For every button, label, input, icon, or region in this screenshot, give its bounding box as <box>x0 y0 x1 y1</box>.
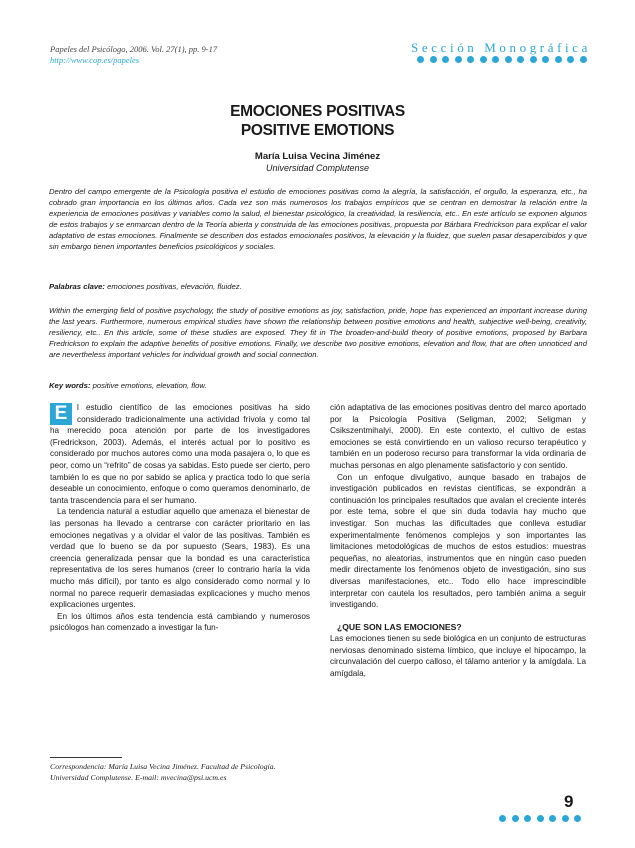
keywords-spanish <box>49 281 587 292</box>
dot-icon <box>417 56 424 63</box>
dot-icon <box>549 815 556 822</box>
keywords-text: emociones positivas, elevación, fluidez. <box>107 282 242 291</box>
dot-icon <box>574 815 581 822</box>
paragraph: La tendencia natural a estudiar aquello que amenaza el bienestar de las personas ha llevado a centrarse con carácter prioritario en las emociones negativas y a olvidar el valor de las positivas. También es verdad que lo bueno se da por supuesto (Sears, 1983). Es una creencia generalizada pensar que la bondad es una característica representativa de los seres humanos (creer lo contrario haría la vida mucho más difícil), por tanto es algo considerado como normal y lo normal no parece requerir demasiadas explicaciones y mucho menos explicaciones urgentes. <box>50 507 310 610</box>
journal-citation <box>50 44 217 66</box>
paragraph: ción adaptativa de las emociones positivas dentro del marco aportado por la Psicología Positiva (Seligman, 2002; Seligman y Csikszentmihalyi, 2000). En este contexto, el cultivo de estas emociones se está convirtiendo en un valioso recurso terapéutico y también en un poderoso recurso para transformar la vida ordinaria de muchas personas en algo plenamente satisfactorio y con sentido. <box>330 403 586 470</box>
body-column-left <box>50 402 310 634</box>
dot-icon <box>542 56 549 63</box>
abstract-spanish: Dentro del campo emergente de la Psicología positiva el estudio de emociones positivas como la alegría, la satisfacción, el orgullo, la esperanza, etc., ha cobrado gran importancia en los últimos años. Cada vez son más numerosos los trabajos empíricos que se centran en demostrar la relación entre la experiencia de emociones positivas y variables como la salud, el bienestar psicológico, la creatividad, la resiliencia, etc.. En este artículo se exponen algunos de estos trabajos y se enmarcan dentro de la Teoría abierta y construida de las emociones positivas, propuesta por Bárbara Fredrickson para explicar el valor adaptativo de estas emociones. Finalmente se describen dos estados emocionales positivos, la elevación y la fluidez, que suelen pasar desapercibidos y que sin embargo tienen importantes beneficios psicológicos y sociales. <box>49 187 587 252</box>
dot-icon <box>442 56 449 63</box>
dot-icon <box>567 56 574 63</box>
footer-dots-decoration <box>499 815 581 822</box>
dot-icon <box>505 56 512 63</box>
author-name: María Luisa Vecina Jiménez <box>254 151 381 162</box>
keywords-text: positive emotions, elevation, flow. <box>92 381 207 390</box>
dot-icon <box>517 56 524 63</box>
dot-icon <box>492 56 499 63</box>
paragraph: Con un enfoque divulgativo, aunque basado en trabajos de investigación publicados en revistas científicas, se expondrán a continuación los principales resultados que avalan el creciente interés por este tema, sobre el que sin duda todavía hay mucho que investigar. Son muchas las dificultades que conlleva estudiar experimentalmente fenómenos complejos y son importantes las limitaciones metodológicas de muchos de estos estudios: muestras pequeñas, no aleatorias, instrumentos que en ningún caso pueden medir directamente los fenómenos objeto de investigación, sino sus diversas manifestaciones, etc.. Todo ello hace imprescindible interpretar con cautela los resultados, pero también anima a seguir investigando. <box>330 472 586 610</box>
dot-icon <box>530 56 537 63</box>
paragraph: Las emociones tienen su sede biológica en un conjunto de estructuras nerviosas denominado sistema límbico, que incluye el hipocampo, la circunvalación del cuerpo calloso, el tálamo anterior y la amígdala. La amígdala, <box>330 634 586 679</box>
author-affiliation: Universidad Complutense <box>265 163 370 173</box>
page-number: 9 <box>564 792 574 811</box>
section-heading: ¿QUE SON LAS EMOCIONES? <box>337 621 462 632</box>
dot-icon <box>455 56 462 63</box>
dot-icon <box>512 815 519 822</box>
keywords-english <box>49 380 587 391</box>
footnote-rule <box>50 757 122 758</box>
paragraph: E l estudio científico de las emociones positivas ha sido considerado tradicionalmente una actividad frívola y como tal ha merecido poca atención por parte de los investigadores (Fredrickson, 2003). Además, el interés actual por lo positivo es considerado por muchos autores como una moda pasajera o, lo que es peor, como un “refrito” de cosas ya sabidas. Esto puede ser cierto, pero también lo es que no por sabido se aplica y practica todo lo que sería deseable un conocimiento, enfoque o como queramos denominarlo, de tanta trascendencia para el ser humano. <box>50 403 310 505</box>
journal-url[interactable]: http://www.cop.es/papeles <box>50 55 140 65</box>
dot-icon <box>562 815 569 822</box>
body-column-right <box>330 402 586 680</box>
title-spanish: EMOCIONES POSITIVAS <box>230 103 405 120</box>
abstract-english: Within the emerging field of positive psychology, the study of positive emotions as joy, satisfaction, pride, hope has experienced an important increase during the last years. Furthermore, numerous empirical studies have shown the relationship between positive emotions and health, subjective well-being, creativity, resiliency, etc.. En this article, some of these studies are exposed. They fit in The broaden-and-build theory of positive emotions, proposed by Barbara Fredrickson to explain the adaptive benefits of positive emotions. Finally, we describe two positive emotions, elevation and flow, that are often unnoticed and are nevertheless important vehicles for individual growth and social connection. <box>49 306 587 360</box>
keywords-label: Palabras clave: <box>49 282 105 291</box>
journal-reference: Papeles del Psicólogo, 2006. Vol. 27(1), pp. 9-17 <box>50 44 218 54</box>
dot-icon <box>555 56 562 63</box>
keywords-label: Key words: <box>49 381 91 390</box>
dot-icon <box>430 56 437 63</box>
paragraph: En los últimos años esta tendencia está cambiando y numerosos psicólogos han comenzado a investigar la fun- <box>50 611 310 633</box>
dot-icon <box>580 56 587 63</box>
dot-icon <box>537 815 544 822</box>
drop-cap: E <box>50 403 72 425</box>
dot-icon <box>524 815 531 822</box>
dot-icon <box>499 815 506 822</box>
section-dots-decoration <box>417 56 587 63</box>
title-english: POSITIVE EMOTIONS <box>240 122 395 139</box>
correspondence-footnote: Correspondencia: María Luisa Vecina Jiménez. Facultad de Psicología. Universidad Complutense. E-mail: mvecina@psi.ucm.es <box>50 762 276 782</box>
dot-icon <box>480 56 487 63</box>
section-title: Sección Monográfica <box>411 40 591 55</box>
dot-icon <box>467 56 474 63</box>
